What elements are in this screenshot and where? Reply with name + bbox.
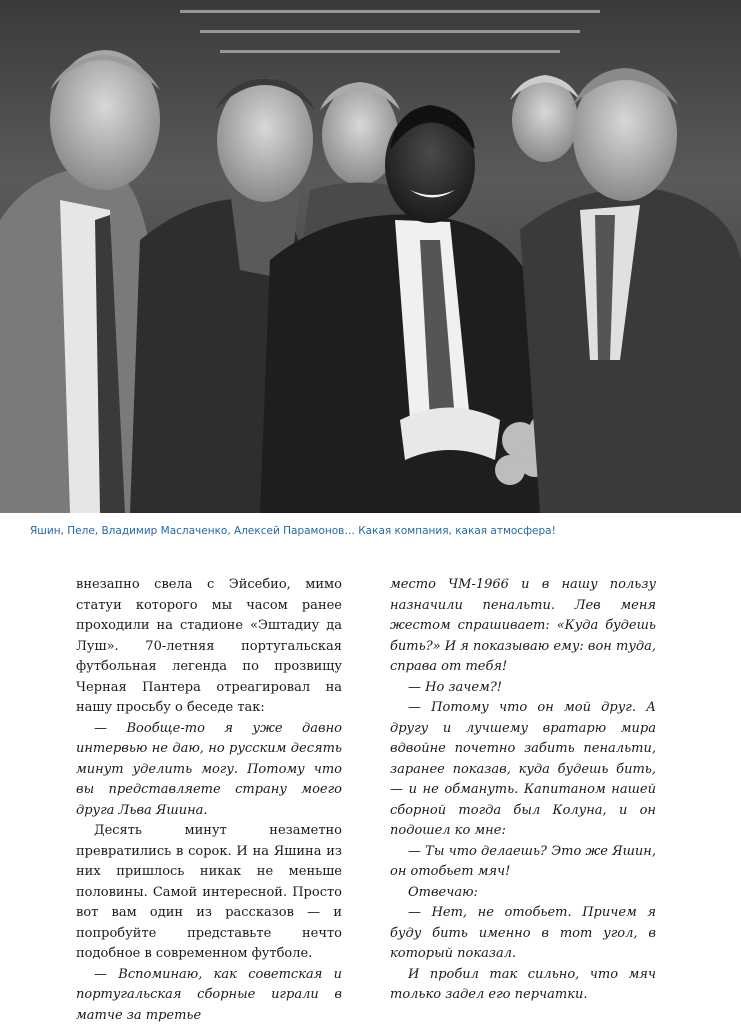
photo-caption: Яшин, Пеле, Владимир Маслаченко, Алексей Парамонов… Какая компания, какая атмосфера! [30, 525, 720, 537]
paragraph: место ЧМ-1966 и в нашу пользу назначили пенальти. Лев меня жестом спрашивает: «Куда будешь бить?» И я показываю ему: вон туда, справа от тебя! [390, 575, 656, 678]
paragraph: — Вспоминаю, как советская и португальская сборные играли в матче за третье [76, 965, 342, 1026]
right-text-column [390, 575, 656, 1006]
paragraph: внезапно свела с Эйсебио, мимо статуи которого мы часом ранее проходили на стадионе «Эштадиу да Луш». 70-летняя португальская футбольная легенда по прозвищу Черная Пантера отреагировал на нашу просьбу о беседе так: [76, 575, 342, 719]
paragraph: Десять минут незаметно превратились в сорок. И на Яшина из них пришлось никак не меньше половины. Самой интересной. Просто вот вам один из рассказов — и попробуйте представьте нечто подобное в современном футболе. [76, 821, 342, 965]
paragraph: — Потому что он мой друг. А другу и лучшему вратарю мира вдвойне почетно забить пенальти, заранее показав, куда будешь бить, — и не обмануть. Капитаном нашей сборной тогда был Колуна, и он подошел ко мне: [390, 698, 656, 842]
left-text-column [76, 575, 342, 1026]
paragraph: — Но зачем?! [390, 678, 656, 699]
paragraph: И пробил так сильно, что мяч только задел его перчатки. [390, 965, 656, 1006]
paragraph: — Нет, не отобьет. Причем я буду бить именно в тот угол, в который показал. [390, 903, 656, 965]
paragraph: Отвечаю: [390, 883, 656, 904]
paragraph: — Ты что делаешь? Это же Яшин, он отобьет мяч! [390, 842, 656, 883]
paragraph: — Вообще-то я уже давно интервью не даю, но русским десять минут уделить могу. Потому что вы представляете страну моего друга Льва Яшина. [76, 719, 342, 822]
